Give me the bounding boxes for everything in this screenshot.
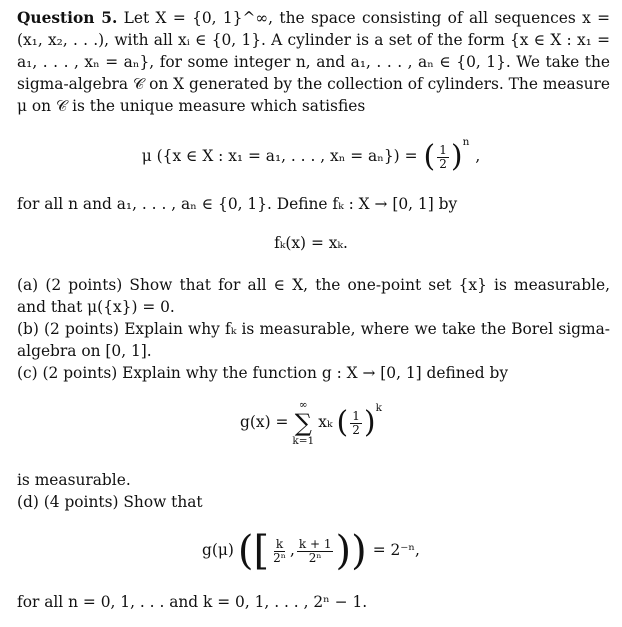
equation-measure-lhs: μ ({x ∈ X : x₁ = a₁, . . . , xₙ = aₙ}) = xyxy=(141,147,418,166)
equation-interval-lhs: g(μ) xyxy=(202,541,234,560)
part-b-line-2: algebra on [0, 1]. xyxy=(17,342,152,360)
question-line-3: a₁, . . . , xₙ = aₙ}, for some integer n, and a₁, . . . , aₙ ∈ {0, 1}. We take the xyxy=(17,53,610,71)
equation-g-fraction xyxy=(350,410,362,437)
equation-g-numerator: 1 xyxy=(352,408,360,423)
question-line-1 xyxy=(17,8,610,30)
part-c-after: is measurable. xyxy=(17,471,131,489)
equation-g-term: xₖ xyxy=(318,413,333,432)
equation-g-denominator: 2 xyxy=(352,422,360,437)
part-a-line-2: and that μ({x}) = 0. xyxy=(17,298,175,316)
equation-measure: μ ({x ∈ X : x₁ = a₁, . . . , xₙ = aₙ}) = ( $\frac{1}{2}$ ) $^n$ , xyxy=(0,135,622,179)
part-a-line-1: (a) (2 points) Show that for all ∈ X, the one-point set {x} is measurable, xyxy=(17,276,610,294)
equation-interval-numerator-2: k + 1 xyxy=(298,536,332,551)
equation-g-sum xyxy=(292,399,314,447)
part-b-line-1: (b) (2 points) Explain why fₖ is measurable, where we take the Borel sigma- xyxy=(17,320,610,338)
question-text-1: Let X = {0, 1}^∞, the space consisting of all sequences x = xyxy=(117,9,611,27)
equation-g-sum-symbol: ∑ xyxy=(294,409,312,437)
question-line-4: sigma-algebra 𝒞 on X generated by the collection of cylinders. The measure xyxy=(17,75,610,93)
equation-measure-numerator: 1 xyxy=(439,142,447,157)
equation-g: g(x) = ∞ ∑ k=1 xₖ ( $\frac{1}{2}$ ) $^k$ xyxy=(240,399,382,447)
part-d-line: (d) (4 points) Show that xyxy=(17,493,203,511)
final-line: for all n = 0, 1, . . . and k = 0, 1, . . . , 2ⁿ − 1. xyxy=(17,593,368,611)
equation-measure-exponent: n xyxy=(462,136,470,149)
equation-measure-tail: , xyxy=(475,147,481,166)
equation-interval-comma: , xyxy=(289,541,295,560)
equation-g-lhs: g(x) = xyxy=(240,413,289,432)
equation-interval: g(μ) ( [ $\frac{k}{\text{2ⁿ}}$ , $\frac{k + 1}{\text{2ⁿ}}$ ) ) = 2⁻ⁿ, xyxy=(202,528,420,574)
equation-interval-close: ) xyxy=(335,528,352,574)
part-c-line: (c) (2 points) Explain why the function g : X → [0, 1] defined by xyxy=(17,364,509,382)
equation-g-sum-upper: ∞ xyxy=(298,399,308,411)
equation-interval-numerator-1: k xyxy=(275,536,284,551)
equation-fk-text: fₖ(x) = xₖ. xyxy=(274,234,348,253)
equation-interval-fraction-1 xyxy=(271,538,288,565)
question-label: Question 5. xyxy=(17,9,118,27)
equation-g-exponent: k xyxy=(375,402,382,415)
equation-fk xyxy=(0,232,622,256)
question-line-5: μ on 𝒞 is the unique measure which satisfies xyxy=(17,97,366,115)
equation-interval-denominator-2: 2ⁿ xyxy=(308,550,322,565)
equation-g-sum-lower: k=1 xyxy=(292,435,315,447)
equation-interval-denominator-1: 2ⁿ xyxy=(273,550,286,565)
define-f-text: for all n and a₁, . . . , aₙ ∈ {0, 1}. Define fₖ : X → [0, 1] by xyxy=(17,195,458,213)
equation-interval-open: [ xyxy=(253,528,270,574)
question-line-2: (x₁, x₂, . . .), with all xᵢ ∈ {0, 1}. A cylinder is a set of the form {x ∈ X : x₁ = xyxy=(17,31,610,49)
equation-measure-fraction xyxy=(437,144,449,171)
equation-measure-denominator: 2 xyxy=(439,156,447,171)
equation-interval-rhs: = 2⁻ⁿ, xyxy=(372,541,420,560)
equation-interval-fraction-2 xyxy=(297,538,334,565)
